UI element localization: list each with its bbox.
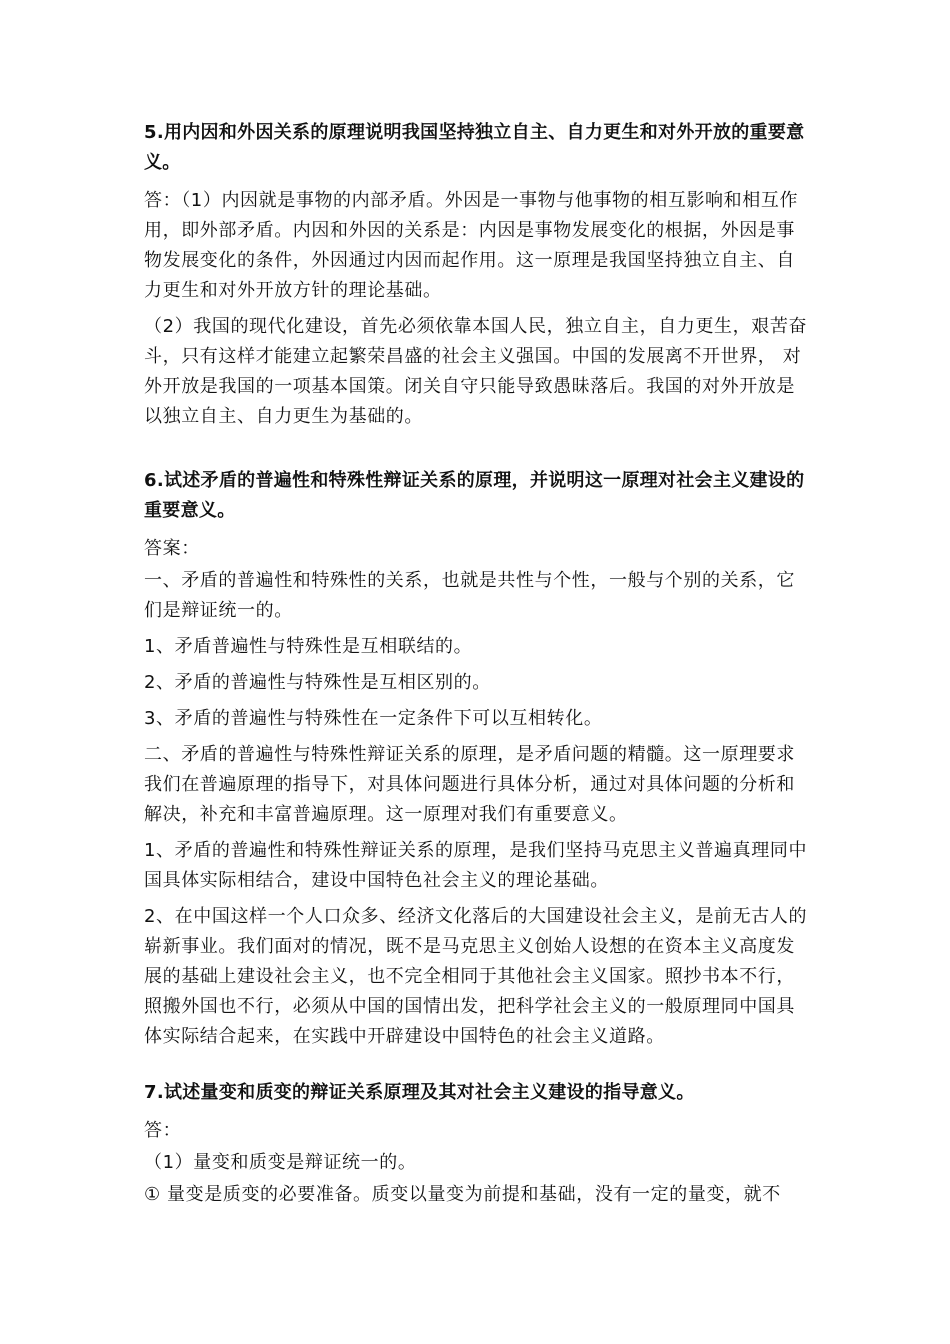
document-body [144,118,808,1244]
question-6-point-1-2: 2、矛盾的普遍性与特殊性是互相区别的。 [144,672,491,693]
question-6-point-1-1: 1、矛盾普遍性与特殊性是互相联结的。 [144,636,473,657]
question-6-answer-label: 答案： [144,538,200,559]
question-7-point-1: （1）量变和质变是辩证统一的。 [144,1152,417,1173]
question-6-title: 6.试述矛盾的普遍性和特殊性辩证关系的原理，并说明这一原理对社会主义建设的重要意义。 [144,470,805,521]
question-5-answer-part-1: 答：（1）内因就是事物的内部矛盾。外因是一事物与他事物的相互影响和相互作用，即外部矛盾。内因和外因的关系是：内因是事物发展变化的根据，外因是事物发展变化的条件，外因通过内因而起作用。这一原理是我国坚持独立自主、自力更生和对外开放方针的理论基础。 [144,190,799,301]
question-5-title: 5.用内因和外因关系的原理说明我国坚持独立自主、自力更生和对外开放的重要意义。 [144,122,805,173]
question-7-section [144,1078,808,1210]
question-6-point-2-2: 2、在中国这样一个人口众多、经济文化落后的大国建设社会主义，是前无古人的崭新事业。我们面对的情况，既不是马克思主义创始人设想的在资本主义高度发展的基础上建设社会主义，也不完全相同于其他社会主义国家。照抄书本不行， 照搬外国也不行，必须从中国的国情出发，把科学社会主义的一般原理同中国具体实际结合起来，在实践中开辟建设中国特色的社会主义道路。 [144,906,808,1047]
question-6-point-2: 二、矛盾的普遍性与特殊性辩证关系的原理，是矛盾问题的精髓。这一原理要求我们在普遍原理的指导下，对具体问题进行具体分析，通过对具体问题的分析和解决，补充和丰富普遍原理。这一原理对我们有重要意义。 [144,744,795,825]
question-6-point-1: 一、矛盾的普遍性和特殊性的关系，也就是共性与个性，一般与个别的关系，它们是辩证统一的。 [144,570,795,621]
question-7-title: 7.试述量变和质变的辩证关系原理及其对社会主义建设的指导意义。 [144,1082,695,1103]
question-5-section [144,118,808,432]
question-6-point-2-1: 1、矛盾的普遍性和特殊性辩证关系的原理，是我们坚持马克思主义普遍真理同中国具体实际相结合，建设中国特色社会主义的理论基础。 [144,840,808,891]
question-7-point-1-1: ① 量变是质变的必要准备。质变以量变为前提和基础，没有一定的量变，就不 [144,1184,781,1205]
question-7-answer-label: 答： [144,1120,182,1141]
question-5-answer-part-2: （2）我国的现代化建设，首先必须依靠本国人民，独立自主，自力更生，艰苦奋斗，只有这样才能建立起繁荣昌盛的社会主义强国。中国的发展离不开世界， 对外开放是我国的一项基本国策。闭关自守只能导致愚昧落后。我国的对外开放是以独立自主、自力更生为基础的。 [144,316,808,427]
question-6-section [144,466,808,1052]
question-6-point-1-3: 3、矛盾的普遍性与特殊性在一定条件下可以互相转化。 [144,708,603,729]
